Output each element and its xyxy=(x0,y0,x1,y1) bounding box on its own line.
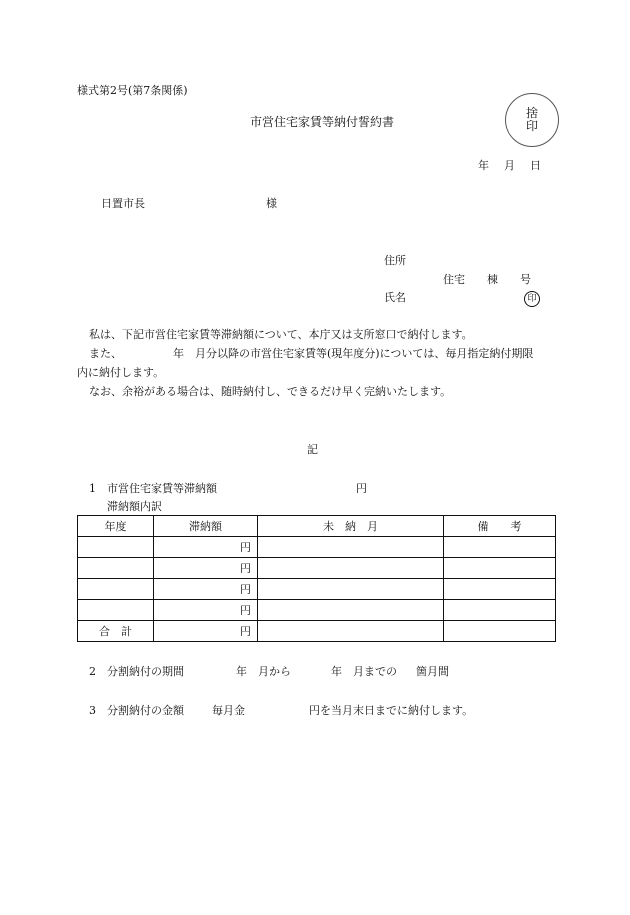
cell-months[interactable] xyxy=(258,600,444,621)
body-paragraph-2a: また、 xyxy=(89,347,122,360)
date-line: 年 月 日 xyxy=(478,159,543,172)
cell-amount[interactable]: 円 xyxy=(154,600,258,621)
cell-amount[interactable]: 円 xyxy=(154,537,258,558)
total-months[interactable] xyxy=(258,621,444,642)
addressee-suffix: 様 xyxy=(266,197,277,210)
cell-remarks[interactable] xyxy=(444,600,556,621)
item2-label: 分割納付の期間 xyxy=(107,665,184,678)
cell-year[interactable] xyxy=(78,558,154,579)
total-remarks[interactable] xyxy=(444,621,556,642)
cell-year[interactable] xyxy=(78,579,154,600)
name-label: 氏名 xyxy=(384,291,406,304)
item2-number: 2 xyxy=(89,665,96,678)
header-unpaid-months: 未 納 月 xyxy=(258,516,444,537)
item3-suffix: 円を当月末日までに納付します。 xyxy=(309,704,474,717)
body-paragraph-2c: 内に納付します。 xyxy=(77,366,165,379)
inkan-wrap xyxy=(524,291,540,307)
inkan-mark: 印 xyxy=(524,291,540,307)
item3-number: 3 xyxy=(89,704,96,717)
cell-year[interactable] xyxy=(78,537,154,558)
header-fiscal-year: 年度 xyxy=(78,516,154,537)
seal-char-1: 捨 xyxy=(525,106,538,120)
item1-sub-label: 滞納額内訳 xyxy=(107,500,162,513)
cell-remarks[interactable] xyxy=(444,537,556,558)
item2-to: 年 月までの xyxy=(331,665,397,678)
arrears-breakdown-table xyxy=(77,515,556,642)
total-amount[interactable]: 円 xyxy=(154,621,258,642)
cell-months[interactable] xyxy=(258,558,444,579)
cell-year[interactable] xyxy=(78,600,154,621)
item1-number: 1 xyxy=(89,482,96,495)
cell-amount[interactable]: 円 xyxy=(154,579,258,600)
body-paragraph-2b: 年 月分以降の市営住宅家賃等(現年度分)については、毎月指定納付期限 xyxy=(173,347,534,360)
item1-label: 市営住宅家賃等滞納額 xyxy=(107,482,217,495)
total-label: 合 計 xyxy=(78,621,154,642)
header-arrears-amount: 滞納額 xyxy=(154,516,258,537)
item3-label: 分割納付の金額 xyxy=(107,704,184,717)
table-row xyxy=(78,600,556,621)
header-remarks: 備 考 xyxy=(444,516,556,537)
seal-char-2: 印 xyxy=(525,119,538,133)
body-paragraph-1: 私は、下記市営住宅家賃等滞納額について、本庁又は支所窓口で納付します。 xyxy=(89,328,473,341)
cell-remarks[interactable] xyxy=(444,558,556,579)
item2-count: 箇月間 xyxy=(416,665,449,678)
document-title: 市営住宅家賃等納付誓約書 xyxy=(250,115,395,129)
body-paragraph-3: なお、余裕がある場合は、随時納付し、できるだけ早く完納いたします。 xyxy=(89,385,452,398)
cell-amount[interactable]: 円 xyxy=(154,558,258,579)
address-label: 住所 xyxy=(384,254,406,267)
table-row xyxy=(78,558,556,579)
ki-heading: 記 xyxy=(307,443,318,456)
addressee-name: 日置市長 xyxy=(101,197,145,210)
table-total-row xyxy=(78,621,556,642)
item2-from: 年 月から xyxy=(236,665,291,678)
table-row xyxy=(78,579,556,600)
form-number: 様式第2号(第7条関係) xyxy=(77,84,188,97)
item1-unit: 円 xyxy=(356,482,367,495)
table-row xyxy=(78,537,556,558)
table-header-row xyxy=(78,516,556,537)
discard-seal-stamp xyxy=(505,93,559,147)
cell-months[interactable] xyxy=(258,579,444,600)
cell-remarks[interactable] xyxy=(444,579,556,600)
cell-months[interactable] xyxy=(258,537,444,558)
item3-monthly: 毎月金 xyxy=(212,704,245,717)
housing-line: 住宅 棟 号 xyxy=(443,273,531,286)
